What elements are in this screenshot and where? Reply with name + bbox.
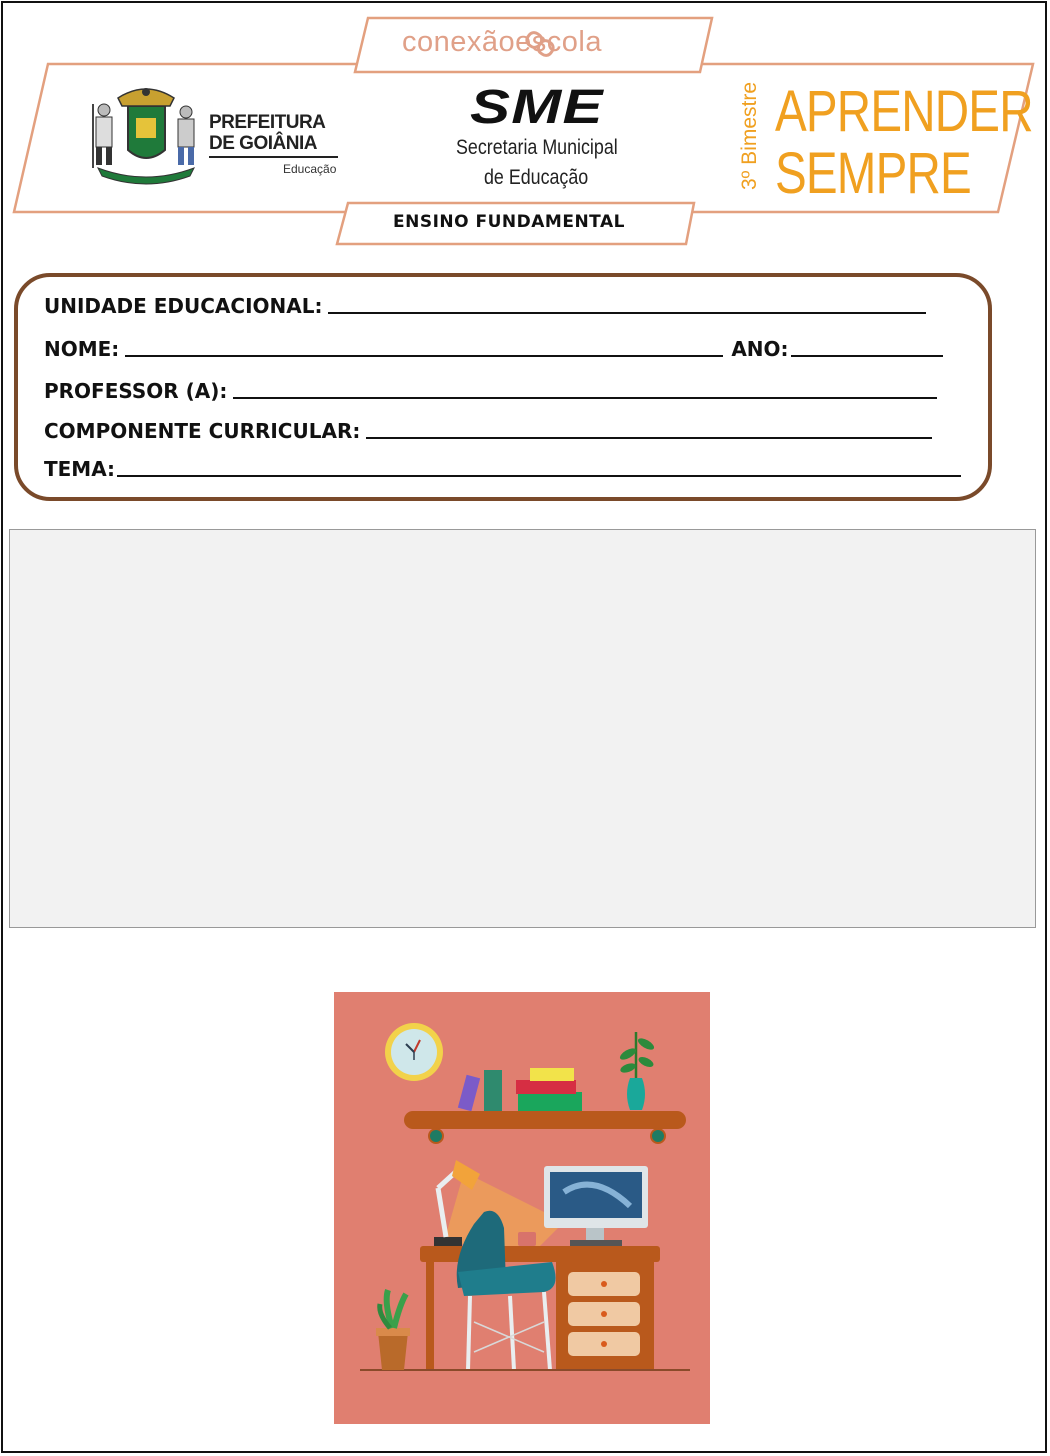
professor-input-line[interactable] (233, 395, 937, 399)
ano-input-line[interactable] (791, 353, 943, 357)
program-title-line1: APRENDER (775, 79, 1033, 144)
clock-icon (385, 1023, 443, 1081)
sme-subtitle-line1: Secretaria Municipal (456, 136, 618, 159)
componente-input-line[interactable] (366, 435, 932, 439)
componente-field (44, 419, 932, 443)
ano-label: ANO: (731, 337, 789, 361)
professor-field (44, 379, 937, 403)
nome-input-line[interactable] (125, 353, 723, 357)
professor-label: PROFESSOR (A): (44, 379, 228, 403)
tema-field (44, 457, 961, 481)
unidade-field (44, 294, 926, 318)
nome-field (44, 337, 943, 361)
city-logo-line2: DE GOIÂNIA (209, 133, 317, 154)
sme-logo: SME (470, 81, 604, 134)
city-logo-line1: PREFEITURA (209, 112, 326, 133)
study-desk-illustration-icon (334, 992, 710, 1424)
nome-label: NOME: (44, 337, 120, 361)
school-level-label: ENSINO FUNDAMENTAL (393, 212, 625, 232)
unidade-input-line[interactable] (328, 310, 926, 314)
sme-subtitle-line2: de Educação (484, 166, 589, 189)
tema-input-line[interactable] (117, 473, 961, 477)
program-title-line2: SEMPRE (775, 141, 971, 206)
componente-label: COMPONENTE CURRICULAR: (44, 419, 361, 443)
conexao-escola-banner: conexãoescola (402, 26, 602, 58)
content-area[interactable] (9, 529, 1036, 928)
unidade-label: UNIDADE EDUCACIONAL: (44, 294, 323, 318)
city-logo-line3: Educação (283, 162, 337, 176)
bimestre-label: 3º Bimestre (738, 81, 761, 190)
tema-label: TEMA: (44, 457, 116, 481)
